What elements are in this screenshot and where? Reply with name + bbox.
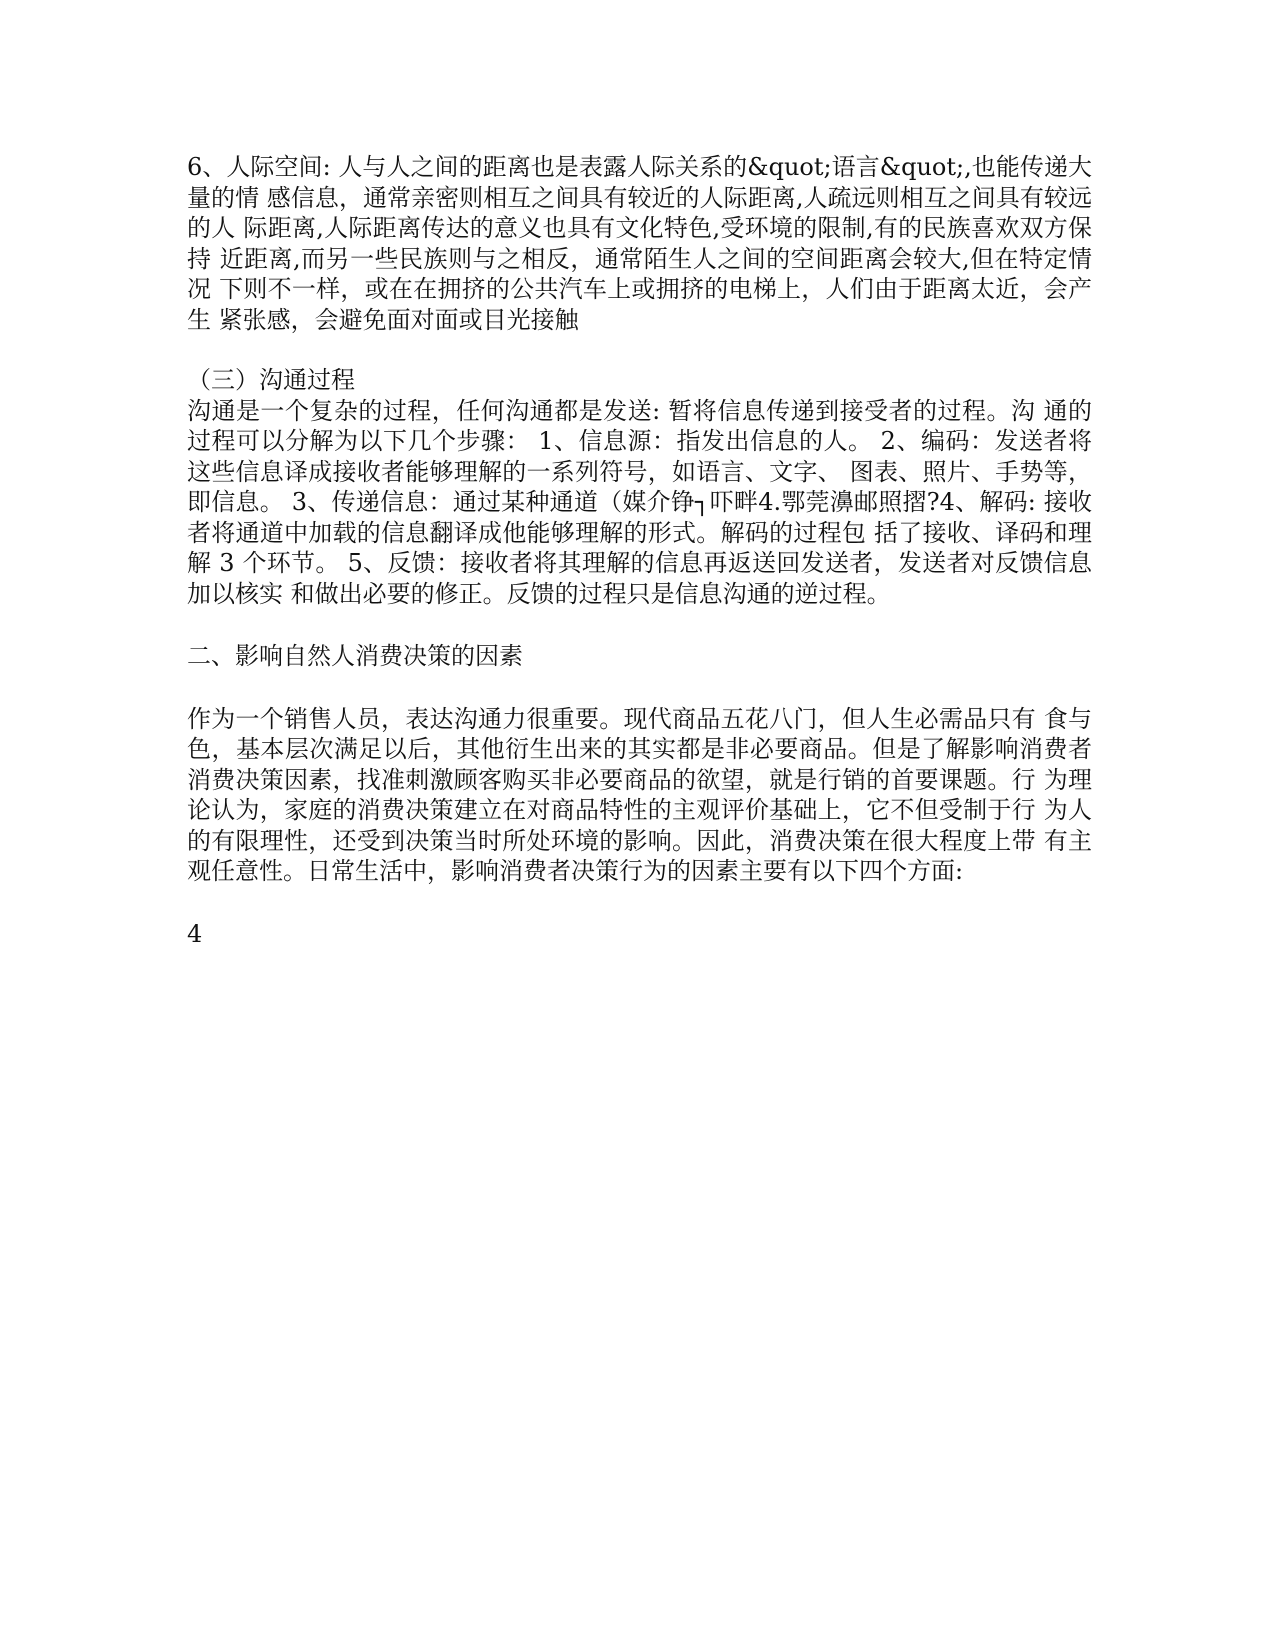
paragraph-gap [187,887,1092,919]
paragraph-communication-steps: 沟通是一个复杂的过程，任何沟通都是发送: 暂将信息传递到接受者的过程。沟 通的过程可以分解为以下几个步骤： 1、信息源：指发出信息的人。 2、编码：发送者将这些信息译成接收者能够理解的一系列符号，如语言、文字、 图表、照片、手势等，即信息。 3、传递信息：通过某种通道（媒介铮┐吓畔4.鄂莞濞邮照摺?4、解码: 接收者将通道中加载的信息翻译成他能够理解的形式。解码的过程包 括了接收、译码和理解 3 个环节。 5、反馈：接收者将其理解的信息再返送回发送者，发送者对反馈信息加以核实 和做出必要的修正。反馈的过程只是信息沟通的逆过程。 [187,396,1092,608]
paragraph-consumer-decision: 作为一个销售人员，表达沟通力很重要。现代商品五花八门，但人生必需品只有 食与色，基本层次满足以后，其他衍生出来的其实都是非必要商品。但是了解影响消费者消费决策因素，找准刺激顾客购买非必要商品的欲望，就是行销的首要课题。行 为理论认为，家庭的消费决策建立在对商品特性的主观评价基础上，它不但受制于行 为人的有限理性，还受到决策当时所处环境的影响。因此，消费决策在很大程度上带 有主观任意性。日常生活中，影响消费者决策行为的因素主要有以下四个方面: [187,704,1092,885]
section-heading-consumer-decision-factors: 二、影响自然人消费决策的因素 [187,642,523,670]
page-number: 4 [187,919,203,948]
paragraph-gap [187,672,1092,704]
paragraph-gap [187,609,1092,641]
document-body [187,152,1092,949]
section-heading-communication-process: （三）沟通过程 [187,366,355,394]
paragraph-gap [187,335,1092,365]
paragraph-interpersonal-space: 6、人际空间: 人与人之间的距离也是表露人际关系的&quot;语言&quot;,也能传递大量的情 感信息，通常亲密则相互之间具有较近的人际距离,人疏远则相互之间具有较远的人 际距离,人际距离传达的意义也具有文化特色,受环境的限制,有的民族喜欢双方保持 近距离,而另一些民族则与之相反，通常陌生人之间的空间距离会较大,但在特定情况 下则不一样，或在在拥挤的公共汽车上或拥挤的电梯上，人们由于距离太近，会产生 紧张感，会避免面对面或目光接触 [187,153,1092,334]
